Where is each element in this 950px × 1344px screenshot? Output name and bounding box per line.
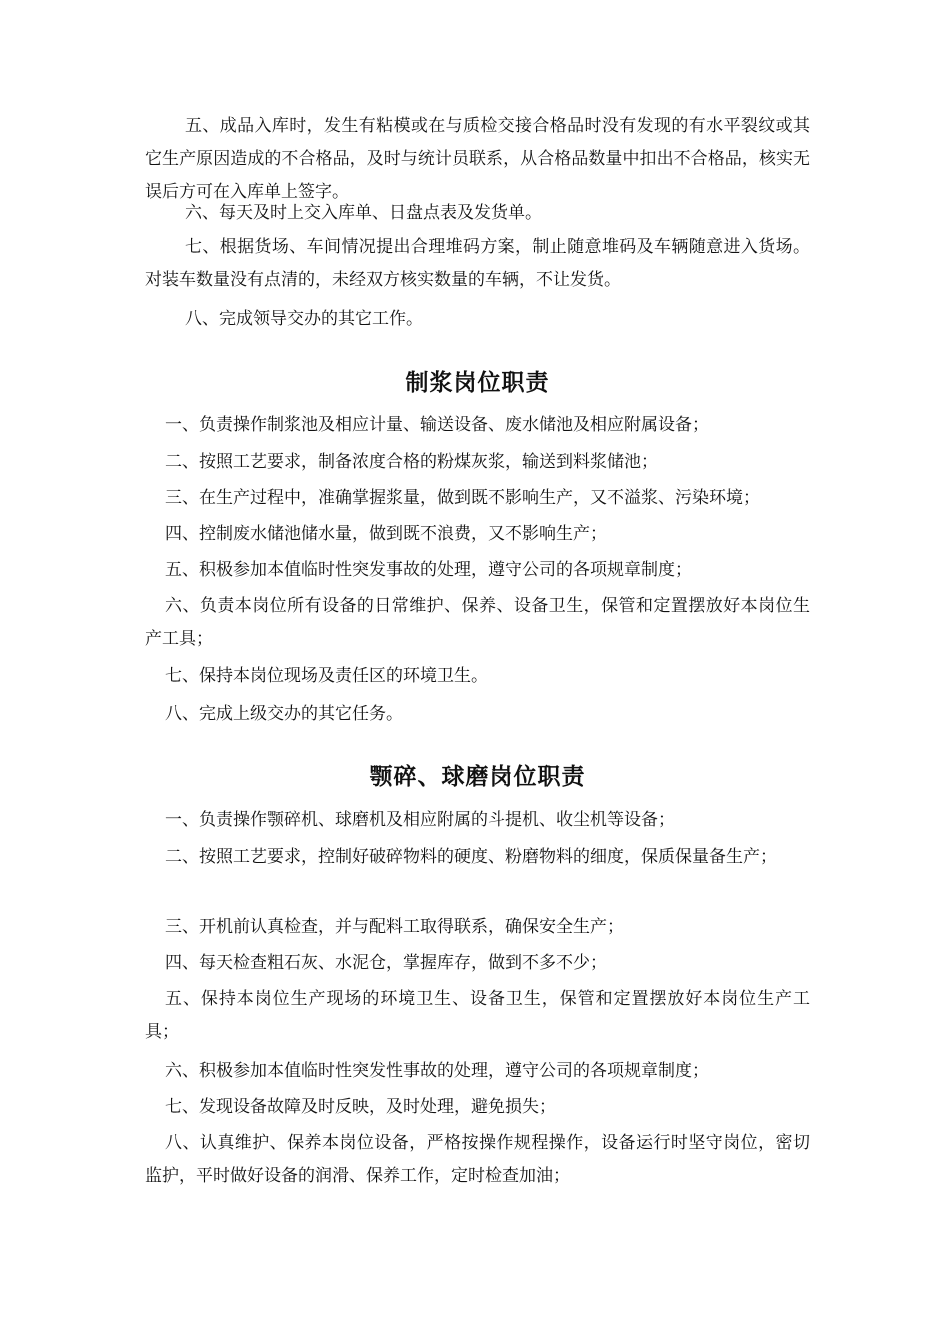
crushing-item-2: 二、按照工艺要求，控制好破碎物料的硬度、粉磨物料的细度，保质保量备生产； — [165, 847, 777, 867]
pulping-item-6: 六、负责本岗位所有设备的日常维护、保养、设备卫生，保管和定置摆放好本岗位生产工具； — [145, 596, 810, 649]
prev-item-8: 八、完成领导交办的其它工作。 — [185, 309, 423, 329]
crushing-section-title: 颚碎、球磨岗位职责 — [369, 764, 586, 790]
crushing-item-4: 四、每天检查粗石灰、水泥仓，掌握库存，做到不多不少； — [165, 953, 607, 973]
pulping-item-3: 三、在生产过程中，准确掌握浆量，做到既不影响生产，又不溢浆、污染环境； — [165, 488, 760, 508]
pulping-section-title: 制浆岗位职责 — [405, 370, 550, 396]
crushing-item-7: 七、发现设备故障及时反映，及时处理，避免损失； — [165, 1097, 556, 1117]
crushing-item-8: 八、认真维护、保养本岗位设备，严格按操作规程操作，设备运行时坚守岗位，密切监护，平时做好设备的润滑、保养工作，定时检查加油； — [145, 1133, 810, 1186]
pulping-item-8: 八、完成上级交办的其它任务。 — [165, 704, 403, 724]
crushing-item-5: 五、保持本岗位生产现场的环境卫生、设备卫生，保管和定置摆放好本岗位生产工具； — [145, 989, 810, 1042]
pulping-item-2: 二、按照工艺要求，制备浓度合格的粉煤灰浆，输送到料浆储池； — [165, 452, 658, 472]
prev-item-6: 六、每天及时上交入库单、日盘点表及发货单。 — [185, 203, 542, 223]
prev-item-7: 七、根据货场、车间情况提出合理堆码方案，制止随意堆码及车辆随意进入货场。对装车数量没有点清的，未经双方核实数量的车辆，不让发货。 — [145, 237, 810, 290]
crushing-item-3: 三、开机前认真检查，并与配料工取得联系，确保安全生产； — [165, 917, 624, 937]
prev-item-5: 五、成品入库时，发生有粘模或在与质检交接合格品时没有发现的有水平裂纹或其它生产原因造成的不合格品，及时与统计员联系，从合格品数量中扣出不合格品，核实无误后方可在入库单上签字。 — [145, 116, 810, 202]
crushing-item-1: 一、负责操作颚碎机、球磨机及相应附属的斗提机、收尘机等设备； — [165, 810, 675, 830]
pulping-item-1: 一、负责操作制浆池及相应计量、输送设备、废水储池及相应附属设备； — [165, 415, 709, 435]
crushing-item-6: 六、积极参加本值临时性突发性事故的处理，遵守公司的各项规章制度； — [165, 1061, 709, 1081]
pulping-item-4: 四、控制废水储池储水量，做到既不浪费，又不影响生产； — [165, 524, 607, 544]
pulping-item-5: 五、积极参加本值临时性突发事故的处理，遵守公司的各项规章制度； — [165, 560, 692, 580]
pulping-item-7: 七、保持本岗位现场及责任区的环境卫生。 — [165, 666, 488, 686]
